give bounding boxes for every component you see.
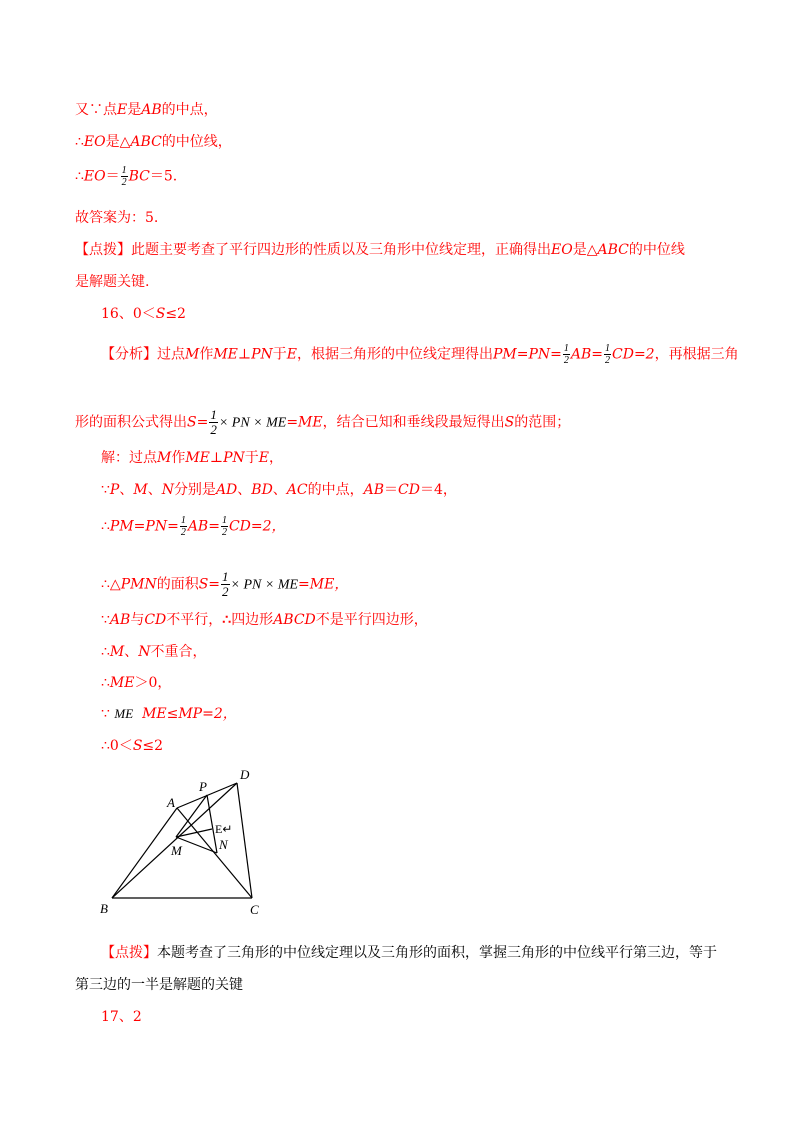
label-b: B — [100, 901, 108, 916]
line-solution-2: ∵P、M、N分别是AD、BD、AC的中点，AB＝CD＝4， — [101, 482, 457, 498]
quadrilateral-diagram — [100, 765, 270, 920]
label-c: C — [250, 902, 259, 917]
line-solution-8: ∵ ME ME≤MP=2， — [101, 706, 237, 722]
fraction-half: $\frac{1}{2}$ — [221, 515, 227, 538]
segment-mn — [176, 837, 217, 853]
line-solution-6: ∴M、N不重合， — [101, 644, 207, 660]
line-midpoint-note: 又∵点E是AB的中点， — [75, 102, 218, 118]
geometry-figure — [100, 765, 270, 920]
question-17-answer: 17、2 — [101, 1009, 142, 1025]
label-p: P — [199, 779, 207, 794]
label-n: N — [219, 837, 228, 852]
line-solution-9: ∴0＜S≤2 — [101, 738, 164, 754]
line-tip-1: 【点拨】此题主要考查了平行四边形的性质以及三角形中位线定理，正确得出EO是△ABC的中位线 — [75, 242, 685, 258]
line-analysis-2: 形的面积公式得出S= $\frac{1}{2}$ × PN × ME=ME，结合已知和垂线段最短得出S的范围； — [75, 407, 571, 437]
label-d: D — [240, 767, 250, 782]
line-analysis-1: 【分析】过点M作ME⊥PN于E，根据三角形的中位线定理得出PM=PN= $\frac{1}{2}$ AB= $\frac{1}{2}$ CD=2，再根据三角 — [101, 343, 739, 366]
fraction-half: $\frac{1}{2}$ — [210, 407, 217, 437]
label-e: E↵ — [215, 822, 233, 836]
segment-dc — [237, 783, 252, 898]
line-solution-4: ∴△PMN的面积S= $\frac{1}{2}$ × PN × ME=ME， — [101, 569, 349, 599]
line-tip-4: 第三边的一半是解题的关键 — [75, 977, 243, 993]
label-m: M — [171, 843, 182, 858]
line-solution-1: 解：过点M作ME⊥PN于E， — [101, 450, 283, 466]
line-median-line: ∴EO是△ABC的中位线， — [75, 134, 232, 150]
segment-ab — [112, 808, 177, 898]
fraction-half: $\frac{1}{2}$ — [563, 343, 569, 366]
fraction-half: $\frac{1}{2}$ — [121, 165, 127, 188]
line-solution-7: ∴ME＞0， — [101, 675, 172, 691]
line-tip-3: 【点拨】本题考查了三角形的中位线定理以及三角形的面积，掌握三角形的中位线平行第三边，等于 — [101, 945, 717, 961]
line-solution-3: ∴PM=PN= $\frac{1}{2}$ AB= $\frac{1}{2}$ CD=2， — [101, 515, 286, 538]
line-solution-5: ∵AB与CD不平行，∴四边形ABCD不是平行四边形， — [101, 612, 428, 628]
fraction-half: $\frac{1}{2}$ — [222, 569, 229, 599]
fraction-half: $\frac{1}{2}$ — [180, 515, 186, 538]
question-16-answer: 16、0＜S≤2 — [101, 306, 186, 322]
fraction-half: $\frac{1}{2}$ — [605, 343, 611, 366]
label-a: A — [167, 795, 175, 810]
line-tip-2: 是解题关键. — [75, 274, 150, 290]
line-answer: 故答案为：5. — [75, 210, 159, 226]
line-eo-value: ∴EO＝ $\frac{1}{2}$ BC＝5. — [75, 165, 178, 188]
